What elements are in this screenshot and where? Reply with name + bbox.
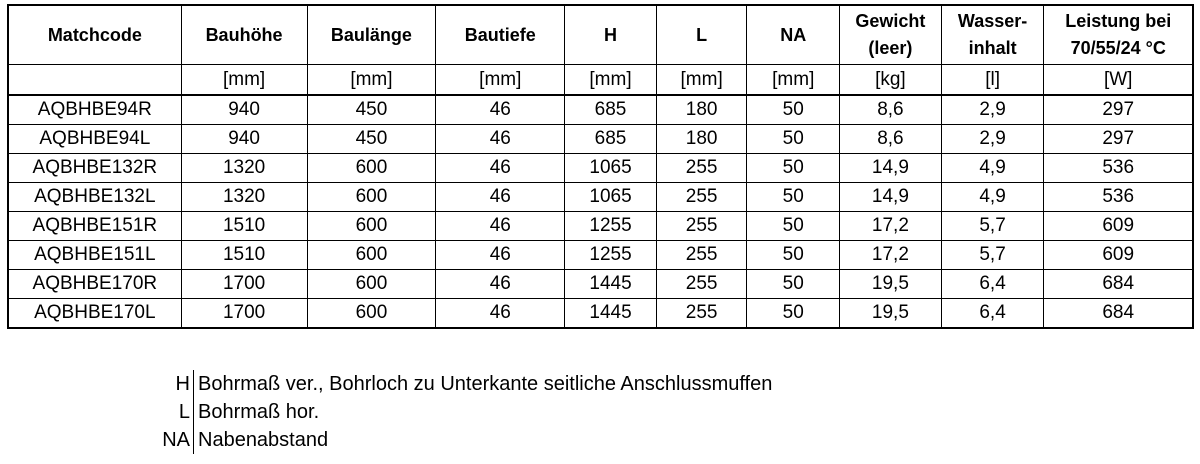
units-row (8, 65, 1193, 96)
matchcode-cell: AQBHBE94L (8, 125, 181, 154)
table-cell: 609 (1044, 241, 1193, 270)
table-cell: 685 (565, 125, 657, 154)
table-cell: 46 (436, 299, 565, 329)
table-cell: 6,4 (941, 299, 1044, 329)
table-cell: 255 (656, 270, 747, 299)
unit-cell: [mm] (656, 65, 747, 96)
unit-cell: [W] (1044, 65, 1193, 96)
table-cell: 50 (747, 125, 840, 154)
table-cell: 14,9 (840, 183, 942, 212)
table-cell: 1445 (565, 299, 657, 329)
legend-item (150, 398, 772, 426)
table-cell: 255 (656, 183, 747, 212)
table-cell: 450 (307, 125, 436, 154)
table-cell: 180 (656, 125, 747, 154)
table-row (8, 212, 1193, 241)
table-cell: 46 (436, 95, 565, 125)
table-cell: 14,9 (840, 154, 942, 183)
table-cell: 8,6 (840, 95, 942, 125)
table-cell: 50 (747, 183, 840, 212)
table-cell: 600 (307, 270, 436, 299)
table-cell: 180 (656, 95, 747, 125)
table-cell: 8,6 (840, 125, 942, 154)
table-cell: 536 (1044, 183, 1193, 212)
table-cell: 1255 (565, 241, 657, 270)
table-row (8, 95, 1193, 125)
table-cell: 1510 (181, 241, 307, 270)
table-cell: 6,4 (941, 270, 1044, 299)
table-cell: 1700 (181, 270, 307, 299)
table-cell: 1320 (181, 154, 307, 183)
table-cell: 50 (747, 212, 840, 241)
table-cell: 5,7 (941, 241, 1044, 270)
unit-cell (8, 65, 181, 96)
matchcode-cell: AQBHBE132R (8, 154, 181, 183)
table-cell: 1065 (565, 183, 657, 212)
header-bautiefe: Bautiefe (436, 5, 565, 65)
header-row (8, 5, 1193, 65)
table-cell: 46 (436, 270, 565, 299)
table-row (8, 183, 1193, 212)
legend-key: H (150, 370, 194, 398)
unit-cell: [mm] (747, 65, 840, 96)
table-cell: 940 (181, 125, 307, 154)
header-na: NA (747, 5, 840, 65)
table-cell: 1510 (181, 212, 307, 241)
table-cell: 1320 (181, 183, 307, 212)
header-l: L (656, 5, 747, 65)
unit-cell: [mm] (307, 65, 436, 96)
table-cell: 19,5 (840, 270, 942, 299)
header-leistung: Leistung bei 70/55/24 °C (1044, 5, 1193, 65)
table-row (8, 241, 1193, 270)
legend-key: NA (150, 426, 194, 454)
table-cell: 297 (1044, 95, 1193, 125)
table-row (8, 299, 1193, 329)
table-cell: 4,9 (941, 183, 1044, 212)
table-cell: 536 (1044, 154, 1193, 183)
legend-description: Nabenabstand (198, 429, 329, 451)
table-cell: 1700 (181, 299, 307, 329)
legend-description: Bohrmaß hor. (198, 401, 320, 423)
header-h: H (565, 5, 657, 65)
legend-item (150, 426, 772, 454)
table-cell: 46 (436, 241, 565, 270)
table-cell: 1445 (565, 270, 657, 299)
table-cell: 297 (1044, 125, 1193, 154)
table-row (8, 270, 1193, 299)
unit-cell: [kg] (840, 65, 942, 96)
table-row (8, 125, 1193, 154)
table-cell: 255 (656, 154, 747, 183)
table-cell: 2,9 (941, 95, 1044, 125)
unit-cell: [mm] (436, 65, 565, 96)
table-cell: 255 (656, 299, 747, 329)
unit-cell: [mm] (181, 65, 307, 96)
table-cell: 684 (1044, 270, 1193, 299)
header-bauhoehe: Bauhöhe (181, 5, 307, 65)
legend-key: L (150, 398, 194, 426)
table-cell: 600 (307, 241, 436, 270)
table-cell: 600 (307, 183, 436, 212)
table-cell: 46 (436, 212, 565, 241)
table-cell: 4,9 (941, 154, 1044, 183)
matchcode-cell: AQBHBE170L (8, 299, 181, 329)
legend-description: Bohrmaß ver., Bohrloch zu Unterkante seitliche Anschlussmuffen (198, 373, 773, 395)
matchcode-cell: AQBHBE94R (8, 95, 181, 125)
table-cell: 1065 (565, 154, 657, 183)
legend-item (150, 370, 772, 398)
table-cell: 2,9 (941, 125, 1044, 154)
matchcode-cell: AQBHBE151R (8, 212, 181, 241)
table-cell: 255 (656, 241, 747, 270)
table-row (8, 154, 1193, 183)
table-cell: 600 (307, 154, 436, 183)
table-cell: 684 (1044, 299, 1193, 329)
table-cell: 685 (565, 95, 657, 125)
table-cell: 17,2 (840, 212, 942, 241)
header-baulaenge: Baulänge (307, 5, 436, 65)
matchcode-cell: AQBHBE132L (8, 183, 181, 212)
table-cell: 50 (747, 154, 840, 183)
header-gewicht: Gewicht (leer) (840, 5, 942, 65)
unit-cell: [mm] (565, 65, 657, 96)
table-body (8, 95, 1193, 328)
table-cell: 600 (307, 212, 436, 241)
legend (150, 370, 772, 454)
table-cell: 17,2 (840, 241, 942, 270)
table-cell: 50 (747, 95, 840, 125)
table-cell: 50 (747, 241, 840, 270)
header-wasserinhalt: Wasser- inhalt (941, 5, 1044, 65)
unit-cell: [l] (941, 65, 1044, 96)
table-cell: 46 (436, 183, 565, 212)
table-cell: 940 (181, 95, 307, 125)
table-cell: 19,5 (840, 299, 942, 329)
table-cell: 600 (307, 299, 436, 329)
table-cell: 50 (747, 270, 840, 299)
table-cell: 5,7 (941, 212, 1044, 241)
header-matchcode: Matchcode (8, 5, 181, 65)
table-cell: 255 (656, 212, 747, 241)
table-cell: 450 (307, 95, 436, 125)
spec-table (7, 4, 1194, 329)
table-cell: 609 (1044, 212, 1193, 241)
table-cell: 46 (436, 154, 565, 183)
table-cell: 1255 (565, 212, 657, 241)
table-cell: 50 (747, 299, 840, 329)
table-cell: 46 (436, 125, 565, 154)
matchcode-cell: AQBHBE170R (8, 270, 181, 299)
matchcode-cell: AQBHBE151L (8, 241, 181, 270)
